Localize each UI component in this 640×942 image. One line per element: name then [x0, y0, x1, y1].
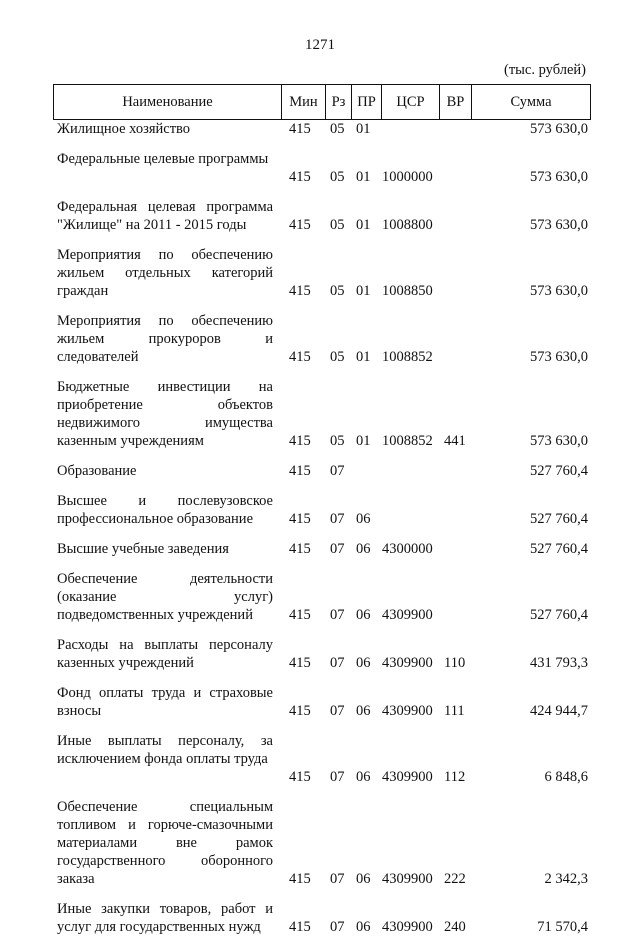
row-rz: 05 [330, 349, 345, 365]
row-min: 415 [289, 121, 311, 137]
row-csr: 4300000 [382, 541, 433, 557]
row-sum: 6 848,6 [544, 769, 588, 785]
row-sum: 573 630,0 [530, 121, 588, 137]
row-min: 415 [289, 433, 311, 449]
row-min: 415 [289, 217, 311, 233]
units-note: (тыс. рублей) [504, 62, 586, 78]
row-sum: 573 630,0 [530, 217, 588, 233]
row-min: 415 [289, 169, 311, 185]
row-sum: 573 630,0 [530, 433, 588, 449]
row-sum: 527 760,4 [530, 607, 588, 623]
row-sum: 527 760,4 [530, 511, 588, 527]
table-row [0, 900, 640, 942]
row-min: 415 [289, 349, 311, 365]
row-name: Жилищное хозяйство [57, 121, 191, 137]
table-row [0, 462, 640, 486]
row-name: Фонд оплаты труда и страховые взносы [57, 685, 273, 719]
page-number: 1271 [305, 37, 335, 53]
row-min: 415 [289, 871, 311, 887]
row-pr: 01 [356, 217, 371, 233]
row-min: 415 [289, 919, 311, 935]
row-rz: 07 [330, 463, 345, 479]
header-sum: Сумма [471, 85, 591, 119]
row-sum: 71 570,4 [537, 919, 588, 935]
header-pr: ПР [351, 85, 381, 119]
row-rz: 05 [330, 169, 345, 185]
row-rz: 05 [330, 283, 345, 299]
row-rz: 05 [330, 217, 345, 233]
row-name: Мероприятия по обеспечению жильем отдельных категорий граждан [57, 247, 273, 299]
row-sum: 431 793,3 [530, 655, 588, 671]
row-sum: 573 630,0 [530, 349, 588, 365]
row-csr: 4309900 [382, 655, 433, 671]
row-rz: 07 [330, 871, 345, 887]
row-sum: 573 630,0 [530, 169, 588, 185]
row-min: 415 [289, 541, 311, 557]
row-sum: 2 342,3 [544, 871, 588, 887]
row-min: 415 [289, 607, 311, 623]
row-name: Образование [57, 463, 137, 479]
row-name: Бюджетные инвестиции на приобретение объектов недвижимого имущества казенным учреждениям [57, 379, 273, 449]
row-min: 415 [289, 511, 311, 527]
row-pr: 06 [356, 703, 371, 719]
row-rz: 07 [330, 703, 345, 719]
table-row [0, 120, 640, 144]
row-pr: 01 [356, 349, 371, 365]
row-name: Обеспечение специальным топливом и горюче-смазочными материалами вне рамок государственного оборонного заказа [57, 799, 273, 887]
table-row [0, 636, 640, 678]
row-pr: 01 [356, 433, 371, 449]
row-sum: 527 760,4 [530, 463, 588, 479]
row-min: 415 [289, 463, 311, 479]
row-rz: 07 [330, 607, 345, 623]
row-min: 415 [289, 655, 311, 671]
table-row [0, 798, 640, 894]
header-rz: Рз [325, 85, 351, 119]
row-name: Иные выплаты персоналу, за исключением фонда оплаты труда [57, 733, 273, 767]
table-row [0, 198, 640, 240]
row-rz: 05 [330, 121, 345, 137]
row-name: Иные закупки товаров, работ и услуг для государственных нужд [57, 901, 273, 935]
row-csr: 4309900 [382, 607, 433, 623]
table-row [0, 246, 640, 306]
row-pr: 01 [356, 283, 371, 299]
row-name: Федеральные целевые программы [57, 151, 269, 167]
row-rz: 07 [330, 919, 345, 935]
row-pr: 06 [356, 541, 371, 557]
row-vr: 222 [444, 871, 466, 887]
row-name: Федеральная целевая программа "Жилище" на 2011 - 2015 годы [57, 199, 273, 233]
row-vr: 112 [444, 769, 466, 785]
header-vr: ВР [439, 85, 471, 119]
table-row [0, 684, 640, 726]
row-pr: 06 [356, 655, 371, 671]
row-rz: 07 [330, 655, 345, 671]
row-min: 415 [289, 703, 311, 719]
row-name: Расходы на выплаты персоналу казенных учреждений [57, 637, 273, 671]
row-sum: 527 760,4 [530, 541, 588, 557]
row-csr: 1008852 [382, 349, 433, 365]
row-rz: 05 [330, 433, 345, 449]
table-row [0, 732, 640, 792]
table-row [0, 540, 640, 564]
row-sum: 573 630,0 [530, 283, 588, 299]
header-name: Наименование [53, 85, 281, 119]
row-vr: 441 [444, 433, 466, 449]
row-pr: 06 [356, 919, 371, 935]
row-pr: 01 [356, 169, 371, 185]
row-csr: 4309900 [382, 703, 433, 719]
row-rz: 07 [330, 511, 345, 527]
row-name: Высшие учебные заведения [57, 541, 229, 557]
header-csr: ЦСР [381, 85, 439, 119]
row-vr: 110 [444, 655, 466, 671]
row-pr: 06 [356, 769, 371, 785]
row-csr: 1000000 [382, 169, 433, 185]
row-pr: 06 [356, 607, 371, 623]
table-body [0, 120, 640, 935]
row-csr: 1008850 [382, 283, 433, 299]
table-row [0, 378, 640, 456]
table-row [0, 570, 640, 630]
row-csr: 4309900 [382, 871, 433, 887]
row-pr: 01 [356, 121, 371, 137]
table-header [53, 84, 591, 120]
row-rz: 07 [330, 541, 345, 557]
row-csr: 1008852 [382, 433, 433, 449]
header-min: Мин [281, 85, 325, 119]
row-name: Обеспечение деятельности (оказание услуг) подведомственных учреждений [57, 571, 273, 623]
row-vr: 111 [444, 703, 465, 719]
table-row [0, 492, 640, 534]
row-name: Высшее и послевузовское профессиональное образование [57, 493, 273, 527]
row-sum: 424 944,7 [530, 703, 588, 719]
row-min: 415 [289, 283, 311, 299]
row-pr: 06 [356, 871, 371, 887]
row-rz: 07 [330, 769, 345, 785]
row-csr: 4309900 [382, 919, 433, 935]
row-name: Мероприятия по обеспечению жильем прокуроров и следователей [57, 313, 273, 365]
row-pr: 06 [356, 511, 371, 527]
row-vr: 240 [444, 919, 466, 935]
row-min: 415 [289, 769, 311, 785]
table-row [0, 150, 640, 192]
table-row [0, 312, 640, 372]
row-csr: 1008800 [382, 217, 433, 233]
row-csr: 4309900 [382, 769, 433, 785]
